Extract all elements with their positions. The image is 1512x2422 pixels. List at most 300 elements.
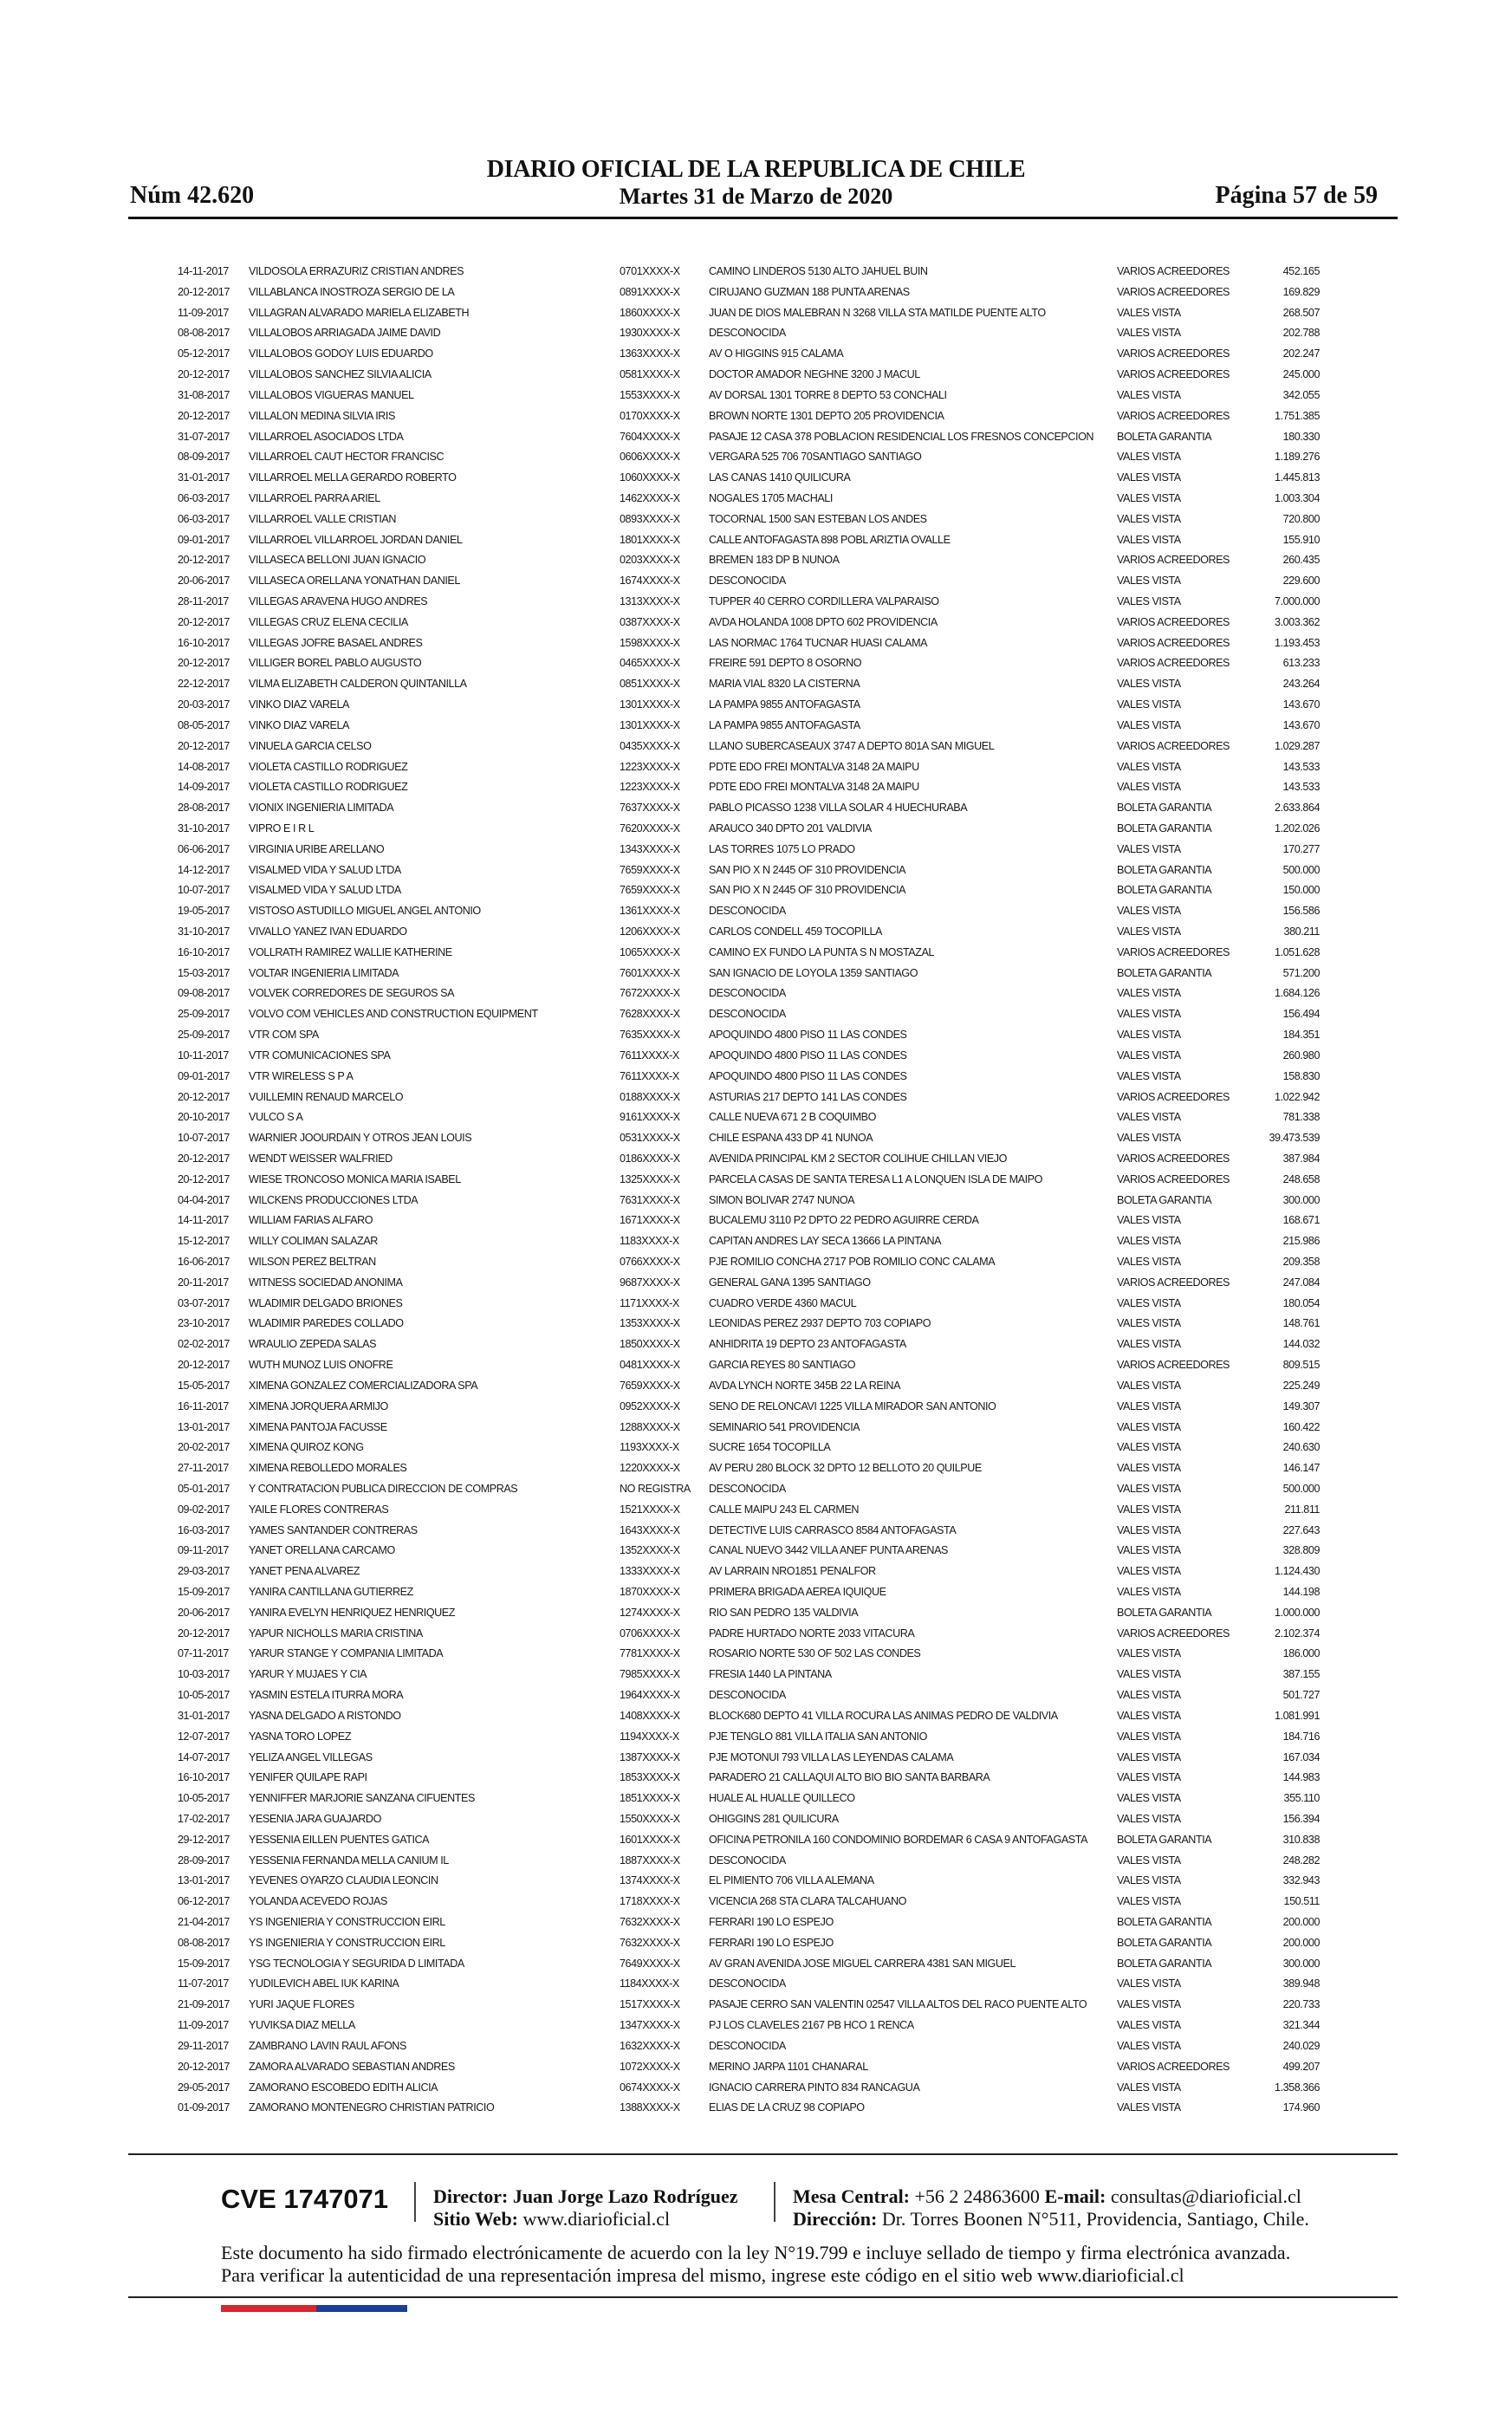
record-address: BROWN NORTE 1301 DEPTO 205 PROVIDENCIA (709, 409, 944, 422)
record-row (178, 1541, 1321, 1562)
record-row (178, 1107, 1321, 1128)
record-type: VALES VISTA (1117, 471, 1181, 484)
record-row (178, 386, 1321, 406)
record-rut: 7631XXXX-X (620, 1193, 680, 1206)
record-name: Y CONTRATACION PUBLICA DIRECCION DE COMPRAS (249, 1482, 518, 1495)
record-type: VALES VISTA (1117, 388, 1181, 401)
record-row (178, 1768, 1321, 1789)
record-date: 06-06-2017 (178, 842, 230, 855)
record-row (178, 1314, 1321, 1334)
record-row (178, 757, 1321, 778)
record-address: AV LARRAIN NRO1851 PENALFOR (709, 1565, 876, 1578)
record-type: VALES VISTA (1117, 491, 1181, 504)
record-type: VALES VISTA (1117, 1730, 1181, 1743)
footer-divider (128, 2153, 1398, 2155)
record-name: VIOLETA CASTILLO RODRIGUEZ (249, 760, 408, 773)
record-date: 14-08-2017 (178, 760, 230, 773)
record-amount: 1.003.304 (1275, 491, 1320, 504)
record-name: VTR COM SPA (249, 1029, 319, 1042)
record-address: AVENIDA PRINCIPAL KM 2 SECTOR COLIHUE CHILLAN VIEJO (709, 1152, 1007, 1165)
record-type: VALES VISTA (1117, 1586, 1181, 1598)
record-name: VILLARROEL ASOCIADOS LTDA (249, 430, 404, 443)
record-type: VALES VISTA (1117, 2039, 1181, 2052)
record-rut: 7781XXXX-X (620, 1647, 680, 1660)
record-name: YARUR Y MUJAES Y CIA (249, 1668, 367, 1681)
record-name: VILLARROEL CAUT HECTOR FRANCISC (249, 451, 445, 464)
record-amount: 144.983 (1282, 1771, 1320, 1784)
record-date: 29-12-2017 (178, 1833, 230, 1846)
footer-bottom-divider (128, 2296, 1398, 2298)
record-amount: 174.960 (1282, 2101, 1320, 2114)
record-amount: 1.684.126 (1275, 987, 1320, 1000)
record-address: SIMON BOLIVAR 2747 NUNOA (709, 1193, 855, 1206)
record-type: VALES VISTA (1117, 1977, 1181, 1990)
record-address: OHIGGINS 281 QUILICURA (709, 1812, 839, 1825)
record-date: 14-11-2017 (178, 1214, 229, 1227)
record-name: YANET ORELLANA CARCAMO (249, 1544, 395, 1557)
record-type: VALES VISTA (1117, 1854, 1181, 1867)
record-type: BOLETA GARANTIA (1117, 1833, 1212, 1846)
record-rut: 1674XXXX-X (620, 575, 680, 588)
record-row (178, 613, 1321, 633)
record-name: YANIRA EVELYN HENRIQUEZ HENRIQUEZ (249, 1606, 456, 1619)
record-type: VALES VISTA (1117, 327, 1181, 340)
record-name: VISALMED VIDA Y SALUD LTDA (249, 863, 401, 876)
record-date: 08-05-2017 (178, 718, 230, 731)
record-row (178, 1418, 1321, 1438)
record-rut: 7635XXXX-X (620, 1029, 680, 1042)
record-address: OFICINA PETRONILA 160 CONDOMINIO BORDEMAR 6 CASA 9 ANTOFAGASTA (709, 1833, 1088, 1846)
record-name: YOLANDA ACEVEDO ROJAS (249, 1895, 387, 1908)
record-date: 20-12-2017 (178, 739, 230, 752)
record-name: VIOLETA CASTILLO RODRIGUEZ (249, 781, 408, 794)
record-date: 07-11-2017 (178, 1647, 229, 1660)
record-date: 01-09-2017 (178, 2101, 230, 2114)
record-rut: 0674XXXX-X (620, 2081, 680, 2094)
record-amount: 499.207 (1282, 2060, 1320, 2073)
record-address: AV O HIGGINS 915 CALAMA (709, 347, 844, 360)
record-rut: 7649XXXX-X (620, 1957, 680, 1970)
record-rut: 1288XXXX-X (620, 1420, 680, 1433)
record-address: DESCONOCIDA (709, 2039, 786, 2052)
record-rut: 0701XXXX-X (620, 265, 680, 277)
record-rut: 1553XXXX-X (620, 388, 680, 401)
record-name: VILLEGAS ARAVENA HUGO ANDRES (249, 595, 428, 607)
record-address: NOGALES 1705 MACHALI (709, 491, 833, 504)
record-amount: 158.830 (1282, 1069, 1320, 1082)
record-name: VIPRO E I R L (249, 821, 315, 834)
record-date: 20-12-2017 (178, 1152, 230, 1165)
record-row (178, 1128, 1321, 1149)
record-address: CALLE MAIPU 243 EL CARMEN (709, 1503, 860, 1516)
record-name: VILDOSOLA ERRAZURIZ CRISTIAN ANDRES (249, 265, 464, 277)
record-date: 13-01-2017 (178, 1874, 230, 1887)
record-amount: 1.445.813 (1275, 471, 1320, 484)
record-rut: 1517XXXX-X (620, 1998, 680, 2011)
record-type: VALES VISTA (1117, 512, 1181, 525)
record-row (178, 2078, 1321, 2099)
record-date: 20-12-2017 (178, 285, 230, 298)
record-type: VALES VISTA (1117, 1069, 1181, 1082)
record-name: VIONIX INGENIERIA LIMITADA (249, 802, 394, 815)
record-rut: 1718XXXX-X (620, 1895, 680, 1908)
record-row (178, 468, 1321, 489)
record-rut: 1171XXXX-X (620, 1296, 679, 1309)
director-block (433, 2185, 738, 2230)
record-address: APOQUINDO 4800 PISO 11 LAS CONDES (709, 1049, 907, 1062)
record-rut: 1643XXXX-X (620, 1523, 680, 1536)
record-amount: 1.189.276 (1275, 451, 1320, 464)
record-type: VALES VISTA (1117, 905, 1181, 918)
record-rut: 0891XXXX-X (620, 285, 680, 298)
record-name: YSG TECNOLOGIA Y SEGURIDA D LIMITADA (249, 1957, 464, 1970)
record-rut: 1930XXXX-X (620, 327, 680, 340)
record-rut: 1183XXXX-X (620, 1235, 679, 1248)
record-address: PARADERO 21 CALLAQUI ALTO BIO BIO SANTA BARBARA (709, 1771, 990, 1784)
record-name: WILLY COLIMAN SALAZAR (249, 1235, 378, 1248)
record-address: CANAL NUEVO 3442 VILLA ANEF PUNTA ARENAS (709, 1544, 948, 1557)
record-date: 09-08-2017 (178, 987, 230, 1000)
record-amount: 310.838 (1282, 1833, 1320, 1846)
record-amount: 2.633.864 (1275, 802, 1320, 815)
record-date: 09-01-2017 (178, 533, 230, 546)
record-name: ZAMBRANO LAVIN RAUL AFONS (249, 2039, 406, 2052)
record-row (178, 1397, 1321, 1418)
record-amount: 170.277 (1282, 842, 1320, 855)
record-type: VALES VISTA (1117, 306, 1181, 319)
record-date: 25-09-2017 (178, 1008, 230, 1021)
record-row (178, 633, 1321, 654)
record-address: ASTURIAS 217 DEPTO 141 LAS CONDES (709, 1090, 907, 1103)
record-address: AV GRAN AVENIDA JOSE MIGUEL CARRERA 4381 SAN MIGUEL (709, 1957, 1016, 1970)
record-rut: 7637XXXX-X (620, 802, 680, 815)
record-amount: 571.200 (1282, 966, 1320, 979)
record-date: 17-02-2017 (178, 1812, 230, 1825)
record-amount: 180.330 (1282, 430, 1320, 443)
record-date: 10-07-2017 (178, 884, 230, 897)
record-name: YESSENIA FERNANDA MELLA CANIUM IL (249, 1854, 449, 1867)
record-date: 06-03-2017 (178, 512, 230, 525)
footer-separator (414, 2182, 416, 2222)
record-row (178, 344, 1321, 365)
record-address: FREIRE 591 DEPTO 8 OSORNO (709, 657, 862, 670)
record-name: VOLVO COM VEHICLES AND CONSTRUCTION EQUIPMENT (249, 1008, 538, 1021)
record-name: VINUELA GARCIA CELSO (249, 739, 372, 752)
record-address: CAMINO LINDEROS 5130 ALTO JAHUEL BUIN (709, 265, 928, 277)
record-name: YS INGENIERIA Y CONSTRUCCION EIRL (249, 1936, 445, 1949)
record-row (178, 1211, 1321, 1231)
record-name: VINKO DIAZ VARELA (249, 718, 349, 731)
record-amount: 245.000 (1282, 368, 1320, 381)
record-amount: 248.658 (1282, 1172, 1320, 1185)
email-link[interactable]: consultas@diarioficial.cl (1110, 2185, 1301, 2207)
record-date: 29-03-2017 (178, 1565, 230, 1578)
record-rut: NO REGISTRA (620, 1482, 691, 1495)
record-name: VILLABLANCA INOSTROZA SERGIO DE LA (249, 285, 455, 298)
record-address: CHILE ESPANA 433 DP 41 NUNOA (709, 1132, 873, 1145)
record-type: BOLETA GARANTIA (1117, 863, 1212, 876)
record-date: 22-12-2017 (178, 678, 230, 691)
record-date: 20-12-2017 (178, 409, 230, 422)
record-address: SAN PIO X N 2445 OF 310 PROVIDENCIA (709, 884, 906, 897)
record-name: VINKO DIAZ VARELA (249, 698, 349, 711)
record-rut: 9687XXXX-X (620, 1276, 680, 1289)
record-name: VULCO S A (249, 1111, 303, 1124)
record-date: 10-11-2017 (178, 1049, 229, 1062)
record-row (178, 406, 1321, 427)
record-name: YAMES SANTANDER CONTRERAS (249, 1523, 418, 1536)
record-row (178, 1706, 1321, 1727)
record-type: VARIOS ACREEDORES (1117, 1090, 1230, 1103)
record-rut: 1870XXXX-X (620, 1586, 680, 1598)
record-name: YARUR STANGE Y COMPANIA LIMITADA (249, 1647, 444, 1660)
record-amount: 247.084 (1282, 1276, 1320, 1289)
record-name: YELIZA ANGEL VILLEGAS (249, 1750, 373, 1763)
record-type: VALES VISTA (1117, 1523, 1181, 1536)
record-type: VALES VISTA (1117, 1399, 1181, 1412)
record-address: LA PAMPA 9855 ANTOFAGASTA (709, 718, 860, 731)
record-date: 28-11-2017 (178, 595, 229, 607)
record-name: YUDILEVICH ABEL IUK KARINA (249, 1977, 399, 1990)
record-rut: 1632XXXX-X (620, 2039, 680, 2052)
record-rut: 1801XXXX-X (620, 533, 680, 546)
record-row (178, 1562, 1321, 1582)
record-address: LEONIDAS PEREZ 2937 DEPTO 703 COPIAPO (709, 1317, 931, 1330)
record-type: VARIOS ACREEDORES (1117, 1152, 1230, 1165)
record-amount: 240.029 (1282, 2039, 1320, 2052)
record-address: DESCONOCIDA (709, 987, 786, 1000)
record-address: SAN IGNACIO DE LOYOLA 1359 SANTIAGO (709, 966, 918, 979)
record-date: 16-03-2017 (178, 1523, 230, 1536)
record-date: 20-12-2017 (178, 2060, 230, 2073)
record-type: VALES VISTA (1117, 1874, 1181, 1887)
record-date: 20-12-2017 (178, 657, 230, 670)
record-type: VALES VISTA (1117, 2081, 1181, 2094)
record-rut: 7632XXXX-X (620, 1916, 680, 1928)
record-date: 05-12-2017 (178, 347, 230, 360)
record-amount: 613.233 (1282, 657, 1320, 670)
record-date: 16-06-2017 (178, 1256, 230, 1268)
record-date: 08-08-2017 (178, 327, 230, 340)
record-amount: 39.473.539 (1269, 1132, 1320, 1145)
record-name: WIESE TRONCOSO MONICA MARIA ISABEL (249, 1172, 461, 1185)
record-row (178, 819, 1321, 840)
record-amount: 143.670 (1282, 718, 1320, 731)
record-amount: 202.788 (1282, 327, 1320, 340)
record-rut: 1851XXXX-X (620, 1792, 680, 1805)
record-date: 20-12-2017 (178, 1627, 230, 1640)
record-address: AVDA HOLANDA 1008 DPTO 602 PROVIDENCIA (709, 615, 938, 628)
record-name: WLADIMIR PAREDES COLLADO (249, 1317, 404, 1330)
record-row (178, 777, 1321, 798)
record-amount: 143.670 (1282, 698, 1320, 711)
record-date: 10-05-2017 (178, 1689, 230, 1702)
record-amount: 146.147 (1282, 1462, 1320, 1475)
footer-separator (774, 2182, 775, 2222)
record-rut: 1887XXXX-X (620, 1854, 680, 1867)
record-name: YENNIFFER MARJORIE SANZANA CIFUENTES (249, 1792, 475, 1805)
record-name: VISALMED VIDA Y SALUD LTDA (249, 884, 401, 897)
record-name: VUILLEMIN RENAUD MARCELO (249, 1090, 404, 1103)
record-type: VALES VISTA (1117, 1771, 1181, 1784)
record-date: 16-10-2017 (178, 636, 230, 649)
record-date: 20-11-2017 (178, 1276, 229, 1289)
record-address: TUPPER 40 CERRO CORDILLERA VALPARAISO (709, 595, 939, 607)
record-type: VALES VISTA (1117, 533, 1181, 546)
record-name: VILLALOBOS VIGUERAS MANUEL (249, 388, 414, 401)
record-date: 27-11-2017 (178, 1462, 229, 1475)
record-date: 19-05-2017 (178, 905, 230, 918)
record-address: CIRUJANO GUZMAN 188 PUNTA ARENAS (709, 285, 910, 298)
newspaper-title: DIARIO OFICIAL DE LA REPUBLICA DE CHILE (486, 156, 1026, 183)
record-name: YESENIA JARA GUAJARDO (249, 1812, 381, 1825)
site-link[interactable]: www.diarioficial.cl (522, 2208, 671, 2230)
record-address: JUAN DE DIOS MALEBRAN N 3268 VILLA STA MATILDE PUENTE ALTO (709, 306, 1046, 319)
record-rut: 1347XXXX-X (620, 2019, 680, 2032)
record-row (178, 1809, 1321, 1830)
record-address: PRIMERA BRIGADA AEREA IQUIQUE (709, 1586, 886, 1598)
record-address: FERRARI 190 LO ESPEJO (709, 1936, 834, 1949)
record-row (178, 2016, 1321, 2036)
record-type: BOLETA GARANTIA (1117, 1193, 1212, 1206)
record-amount: 720.800 (1282, 512, 1320, 525)
record-type: VARIOS ACREEDORES (1117, 636, 1230, 649)
issue-number: Núm 42.620 (130, 182, 255, 209)
record-rut: 1387XXXX-X (620, 1750, 680, 1763)
record-amount: 184.351 (1282, 1029, 1320, 1042)
mesa-phone: +56 2 24863600 (914, 2185, 1040, 2207)
contact-block (793, 2185, 1309, 2230)
record-type: BOLETA GARANTIA (1117, 884, 1212, 897)
record-row (178, 571, 1321, 592)
record-rut: 0531XXXX-X (620, 1132, 680, 1145)
record-amount: 328.809 (1282, 1544, 1320, 1557)
record-rut: 1060XXXX-X (620, 471, 680, 484)
record-row (178, 323, 1321, 344)
record-amount: 501.727 (1282, 1689, 1320, 1702)
record-amount: 1.202.026 (1275, 821, 1320, 834)
record-type: VALES VISTA (1117, 1998, 1181, 2011)
record-date: 15-05-2017 (178, 1379, 230, 1392)
record-amount: 215.986 (1282, 1235, 1320, 1248)
record-row (178, 964, 1321, 984)
record-row (178, 943, 1321, 964)
record-row (178, 1479, 1321, 1500)
record-amount: 184.716 (1282, 1730, 1320, 1743)
record-rut: 1194XXXX-X (620, 1730, 679, 1743)
record-rut: 1601XXXX-X (620, 1833, 680, 1846)
record-amount: 160.422 (1282, 1420, 1320, 1433)
record-type: BOLETA GARANTIA (1117, 1957, 1212, 1970)
record-rut: 1353XXXX-X (620, 1317, 680, 1330)
record-address: PASAJE 12 CASA 378 POBLACION RESIDENCIAL LOS FRESNOS CONCEPCION (709, 430, 1094, 443)
record-name: VILLAGRAN ALVARADO MARIELA ELIZABETH (249, 306, 470, 319)
record-date: 20-12-2017 (178, 1172, 230, 1185)
record-rut: 7620XXXX-X (620, 821, 680, 834)
record-address: ANHIDRITA 19 DEPTO 23 ANTOFAGASTA (709, 1338, 906, 1351)
record-row (178, 840, 1321, 860)
record-address: CAPITAN ANDRES LAY SECA 13666 LA PINTANA (709, 1235, 942, 1248)
record-rut: 1521XXXX-X (620, 1503, 680, 1516)
record-type: VALES VISTA (1117, 1503, 1181, 1516)
record-address: LLANO SUBERCASEAUX 3747 A DEPTO 801A SAN MIGUEL (709, 739, 995, 752)
record-type: VALES VISTA (1117, 1296, 1181, 1309)
record-amount: 225.249 (1282, 1379, 1320, 1392)
record-date: 06-12-2017 (178, 1895, 230, 1908)
record-address: SAN PIO X N 2445 OF 310 PROVIDENCIA (709, 863, 906, 876)
record-name: YS INGENIERIA Y CONSTRUCCION EIRL (249, 1916, 445, 1928)
record-name: VOLLRATH RAMIREZ WALLIE KATHERINE (249, 945, 452, 958)
record-name: XIMENA JORQUERA ARMIJO (249, 1399, 388, 1412)
record-amount: 300.000 (1282, 1957, 1320, 1970)
record-amount: 150.000 (1282, 884, 1320, 897)
record-rut: 1301XXXX-X (620, 718, 680, 731)
record-date: 10-05-2017 (178, 1792, 230, 1805)
record-type: VARIOS ACREEDORES (1117, 1172, 1230, 1185)
record-rut: 9161XXXX-X (620, 1111, 680, 1124)
record-row (178, 1458, 1321, 1479)
record-date: 09-01-2017 (178, 1069, 230, 1082)
record-row (178, 1871, 1321, 1892)
record-type: VALES VISTA (1117, 1812, 1181, 1825)
record-date: 16-10-2017 (178, 945, 230, 958)
record-name: WRAULIO ZEPEDA SALAS (249, 1338, 377, 1351)
record-address: EL PIMIENTO 706 VILLA ALEMANA (709, 1874, 874, 1887)
record-rut: 7611XXXX-X (620, 1049, 679, 1062)
record-row (178, 716, 1321, 737)
record-date: 21-04-2017 (178, 1916, 230, 1928)
record-type: BOLETA GARANTIA (1117, 430, 1212, 443)
record-address: PJE MOTONUI 793 VILLA LAS LEYENDAS CALAMA (709, 1750, 954, 1763)
director-label: Director: Juan Jorge Lazo Rodríguez (433, 2185, 738, 2207)
cve-code: CVE 1747071 (221, 2184, 389, 2214)
record-date: 15-03-2017 (178, 966, 230, 979)
record-date: 11-09-2017 (178, 306, 229, 319)
record-name: YENIFER QUILAPE RAPI (249, 1771, 367, 1784)
record-name: YURI JAQUE FLORES (249, 1998, 354, 2011)
record-type: VARIOS ACREEDORES (1117, 657, 1230, 670)
record-row (178, 653, 1321, 674)
record-date: 31-10-2017 (178, 821, 230, 834)
record-address: FRESIA 1440 LA PINTANA (709, 1668, 832, 1681)
record-type: VALES VISTA (1117, 1214, 1181, 1227)
record-address: LAS NORMAC 1764 TUCNAR HUASI CALAMA (709, 636, 928, 649)
record-amount: 300.000 (1282, 1193, 1320, 1206)
record-name: WLADIMIR DELGADO BRIONES (249, 1296, 403, 1309)
record-date: 14-09-2017 (178, 781, 230, 794)
record-rut: 1343XXXX-X (620, 842, 680, 855)
record-amount: 380.211 (1283, 925, 1320, 938)
record-name: YANIRA CANTILLANA GUTIERREZ (249, 1586, 413, 1598)
record-row (178, 737, 1321, 757)
record-type: VALES VISTA (1117, 1317, 1181, 1330)
record-row (178, 1685, 1321, 1706)
record-name: WILLIAM FARIAS ALFARO (249, 1214, 373, 1227)
record-rut: 1550XXXX-X (620, 1812, 680, 1825)
record-rut: 0766XXXX-X (620, 1256, 680, 1268)
record-row (178, 592, 1321, 613)
record-amount: 202.247 (1282, 347, 1320, 360)
record-row (178, 695, 1321, 716)
record-date: 16-10-2017 (178, 1771, 230, 1784)
record-date: 29-05-2017 (178, 2081, 230, 2094)
record-address: SENO DE RELONCAVI 1225 VILLA MIRADOR SAN ANTONIO (709, 1399, 996, 1412)
record-address: HUALE AL HUALLE QUILLECO (709, 1792, 855, 1805)
record-date: 20-03-2017 (178, 698, 230, 711)
record-type: VARIOS ACREEDORES (1117, 347, 1230, 360)
record-name: WUTH MUNOZ LUIS ONOFRE (249, 1359, 393, 1372)
record-address: APOQUINDO 4800 PISO 11 LAS CONDES (709, 1069, 907, 1082)
